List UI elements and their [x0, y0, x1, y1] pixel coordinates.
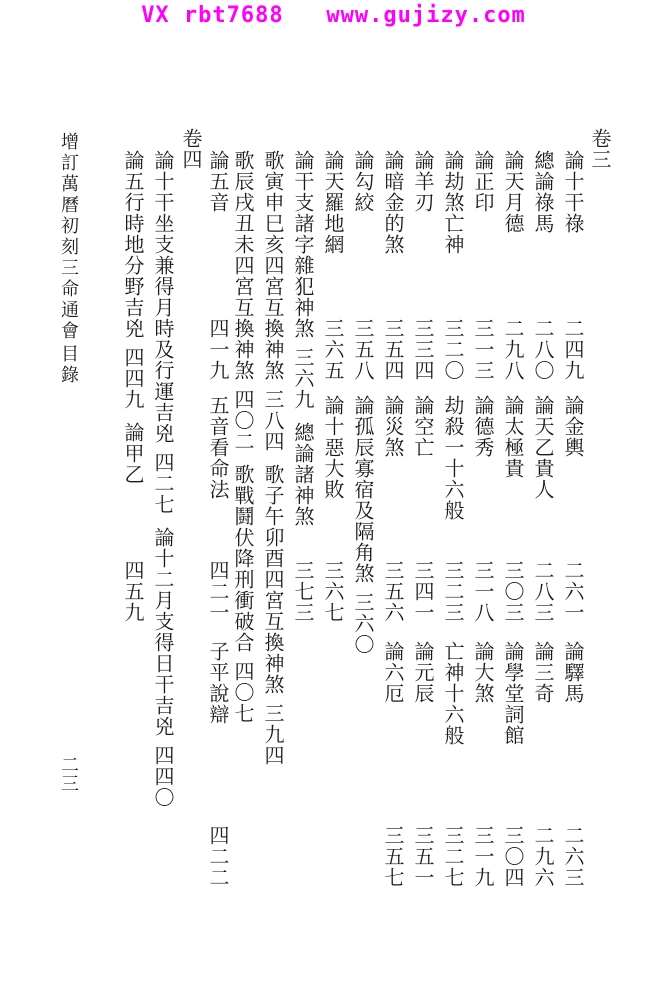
toc-entry-title: 論元辰: [411, 641, 435, 704]
toc-entry-title: 論學堂詞館: [501, 641, 525, 746]
toc-entry-title: 論天乙貴人: [531, 395, 555, 500]
toc-entry-page: 二九八: [501, 318, 525, 381]
toc-entry-title: 論空亡: [411, 395, 435, 458]
toc-entry-page: 三五一: [411, 825, 435, 888]
toc-entry-page: 三八四: [261, 389, 285, 452]
volume-heading: 卷三: [588, 128, 612, 170]
toc-entry-page: 三六五: [321, 318, 345, 381]
toc-entry-page: 三六九: [291, 347, 315, 410]
toc-entry-page: 三〇四: [501, 825, 525, 888]
toc-entry-page: 三二三: [441, 560, 465, 623]
toc-entry-title: 論驛馬: [561, 641, 585, 704]
toc-entry-title: 總論祿馬: [531, 150, 555, 234]
watermark: VX rbt7688 www.gujizy.com: [141, 3, 526, 28]
toc-entry-title: 亡神十六般: [441, 641, 465, 746]
toc-entry-title: 論災煞: [381, 395, 405, 458]
volume-heading: 卷四: [179, 128, 203, 170]
toc-entry-title: 論孤辰寡宿及隔角煞: [351, 395, 375, 584]
page-number: 二三: [58, 755, 79, 793]
toc-entry-title: 論天月德: [501, 150, 525, 234]
toc-entry-page: 四〇二: [231, 389, 255, 452]
toc-entry-page: 二六三: [561, 825, 585, 888]
toc-entry-page: 三二〇: [441, 318, 465, 381]
toc-entry-page: 三五七: [381, 825, 405, 888]
toc-entry-page: 四五九: [121, 560, 145, 623]
toc-entry-title: 歌辰戌丑未四宮互換神煞: [231, 150, 255, 381]
toc-entry-page: 三五八: [351, 318, 375, 381]
toc-entry-title: 論德秀: [471, 395, 495, 458]
toc-entry-title: 歌寅申巳亥四宮互換神煞: [261, 150, 285, 381]
toc-entry-title: 五音看命法: [206, 395, 230, 500]
toc-entry-page: 三六七: [321, 560, 345, 623]
toc-entry-page: 三七三: [291, 560, 315, 623]
toc-entry-page: 二六一: [561, 560, 585, 623]
toc-entry-title: 論十惡大敗: [321, 395, 345, 500]
toc-entry-title: 論甲乙: [121, 422, 145, 485]
toc-entry-title: 歌戰鬪伏降刑衝破合: [231, 464, 255, 653]
book-title: 增訂萬曆初刻三命通會: [58, 132, 79, 342]
toc-entry-title: 論金輿: [561, 395, 585, 458]
toc-entry-page: 三一三: [471, 318, 495, 381]
toc-entry-title: 論正印: [471, 150, 495, 213]
toc-entry-title: 論五行時地分野吉兇: [121, 150, 145, 339]
toc-entry-page: 四二一: [206, 560, 230, 623]
toc-entry-title: 論勾絞: [351, 150, 375, 213]
toc-entry-title: 論劫煞亡神: [441, 150, 465, 255]
toc-entry-page: 三一九: [471, 825, 495, 888]
toc-entry-page: 四四九: [121, 347, 145, 410]
toc-entry-page: 四〇七: [231, 661, 255, 724]
section-label: 目錄: [58, 344, 79, 386]
toc-entry-title: 論十干祿: [561, 150, 585, 234]
toc-entry-title: 論十干坐支兼得月時及行運吉兇: [151, 150, 175, 444]
toc-entry-page: 三四一: [411, 560, 435, 623]
toc-entry-page: 二八〇: [531, 318, 555, 381]
toc-entry-page: 三六〇: [351, 592, 375, 655]
toc-entry-page: 二四九: [561, 318, 585, 381]
toc-entry-page: 四二二: [206, 825, 230, 888]
toc-entry-page: 二九六: [531, 825, 555, 888]
toc-entry-title: 論干支諸字雜犯神煞: [291, 150, 315, 339]
toc-entry-title: 論三奇: [531, 641, 555, 704]
toc-entry-title: 論羊刃: [411, 150, 435, 213]
toc-entry-page: 三二七: [441, 825, 465, 888]
toc-entry-page: 三〇三: [501, 560, 525, 623]
toc-entry-page: 三一八: [471, 560, 495, 623]
toc-entry-title: 論六厄: [381, 641, 405, 704]
toc-entry-title: 劫殺一十六般: [441, 395, 465, 521]
toc-entry-title: 歌子午卯酉四宮互換神煞: [261, 464, 285, 695]
toc-entry-title: 論暗金的煞: [381, 150, 405, 255]
toc-entry-title: 論太極貴: [501, 395, 525, 479]
toc-entry-title: 子平說辯: [206, 641, 230, 725]
toc-entry-page: 四二七: [151, 452, 175, 515]
toc-entry-title: 論十二月支得日干吉兇: [151, 527, 175, 737]
toc-entry-page: 二八三: [531, 560, 555, 623]
toc-entry-page: 四一九: [206, 318, 230, 381]
toc-entry-title: 總論諸神煞: [291, 422, 315, 527]
toc-entry-page: 四四〇: [151, 745, 175, 808]
toc-entry-page: 三五四: [381, 318, 405, 381]
toc-entry-page: 三五六: [381, 560, 405, 623]
toc-entry-title: 論五音: [206, 150, 230, 213]
toc-entry-title: 論天羅地網: [321, 150, 345, 255]
toc-entry-page: 三九四: [261, 703, 285, 766]
toc-entry-page: 三三四: [411, 318, 435, 381]
toc-entry-title: 論大煞: [471, 641, 495, 704]
